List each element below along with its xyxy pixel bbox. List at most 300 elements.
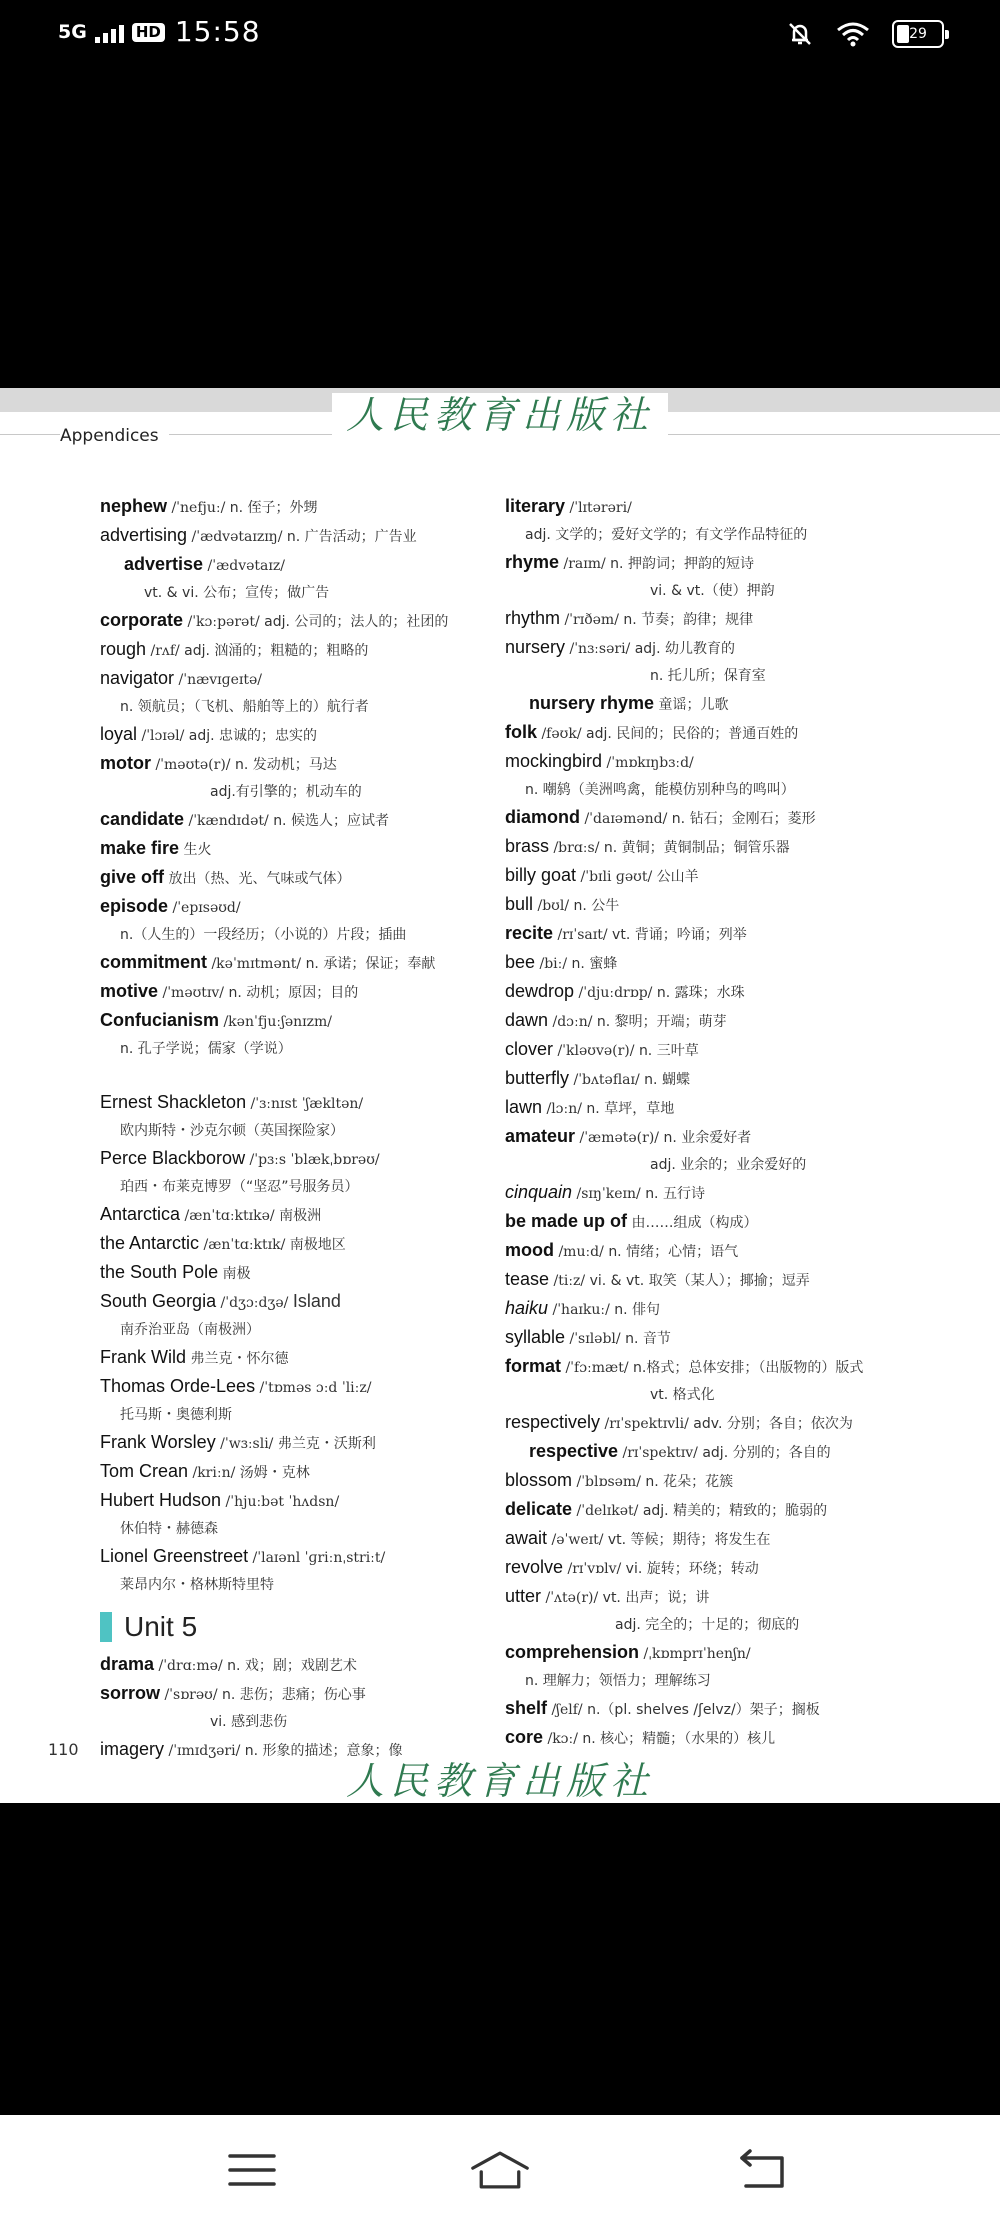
definition: n. 五行诗 <box>645 1186 705 1202</box>
phonetic: /ˈdʒɔːdʒə/ <box>216 1295 293 1311</box>
glossary-entry <box>505 1324 905 1353</box>
glossary-entry-continuation <box>505 777 905 804</box>
definition: n. 广告活动；广告业 <box>286 529 417 545</box>
definition: 珀西・布莱克博罗（“坚忍”号服务员） <box>120 1179 359 1195</box>
definition: adv. 分别；各自；依次为 <box>693 1416 853 1432</box>
glossary-entry <box>505 1179 905 1208</box>
definition: adj.有引擎的；机动车的 <box>210 784 362 800</box>
glossary-entry <box>100 806 490 835</box>
definition: n. 黎明；开端；萌芽 <box>596 1014 727 1030</box>
glossary-entry <box>505 1094 905 1123</box>
headword: nursery <box>505 637 566 657</box>
headword: corporate <box>100 610 184 630</box>
navigation-bar <box>0 2115 1000 2230</box>
glossary-entry <box>505 920 905 949</box>
phonetic: /ˈkændɪdət/ <box>184 813 274 829</box>
glossary-entry <box>100 1145 490 1174</box>
battery-level: 29 <box>909 26 927 42</box>
definition: vi. & vt.（使）押韵 <box>650 583 775 599</box>
phonetic: /kriːn/ <box>188 1465 240 1481</box>
glossary-entry <box>100 949 490 978</box>
status-left <box>58 15 261 48</box>
definition: n. 核心；精髓；（水果的）核儿 <box>582 1731 776 1747</box>
phonetic: /ˈbɪli ɡəʊt/ <box>576 869 657 885</box>
headword: rhythm <box>505 608 561 628</box>
glossary-entry <box>505 978 905 1007</box>
phonetic: /ˈməʊtə(r)/ <box>151 757 235 773</box>
glossary-entry <box>100 522 490 551</box>
glossary-entry <box>100 551 490 580</box>
definition: 南极洲 <box>279 1208 322 1224</box>
unit-heading <box>100 1611 490 1643</box>
definition: vt. 格式化 <box>650 1387 715 1403</box>
headword: Thomas Orde-Lees <box>100 1376 256 1396</box>
glossary-entry <box>505 549 905 578</box>
mute-bell-icon <box>786 20 814 48</box>
phonetic: /rɪˈspektɪvli/ <box>600 1416 694 1432</box>
headword: amateur <box>505 1126 576 1146</box>
definition: n. 侄子；外甥 <box>229 500 318 516</box>
headword: South Georgia <box>100 1291 217 1311</box>
definition: 南乔治亚岛（南极洲） <box>120 1322 260 1338</box>
headword: rhyme <box>505 552 560 572</box>
definition: adj. 公司的；法人的；社团的 <box>264 614 449 630</box>
right-column <box>505 493 905 1753</box>
headword: dewdrop <box>505 981 575 1001</box>
headword: episode <box>100 896 169 916</box>
glossary-entry <box>100 636 490 665</box>
hd-icon: HD <box>132 23 165 42</box>
phonetic: /rɪˈvɒlv/ <box>563 1561 626 1577</box>
headword: diamond <box>505 807 580 827</box>
glossary-entry <box>100 1344 490 1373</box>
glossary-entry <box>100 864 490 893</box>
definition: n. 嘲鸫（美洲鸣禽，能模仿别种鸟的鸣叫） <box>525 782 795 798</box>
glossary-entry <box>505 862 905 891</box>
glossary-entry-continuation <box>100 1516 490 1543</box>
definition: adj. 文学的；爱好文学的；有文学作品特征的 <box>525 527 808 543</box>
glossary-entry <box>100 978 490 1007</box>
headword: rough <box>100 639 147 659</box>
definition: n. 节奏；韵律；规律 <box>623 612 754 628</box>
headword: Tom Crean <box>100 1461 189 1481</box>
glossary-entry-continuation <box>505 522 905 549</box>
battery-icon <box>892 20 944 48</box>
section-title: Appendices <box>60 426 169 446</box>
phonetic: /ˈnefjuː/ <box>167 500 230 516</box>
glossary-entry-continuation <box>100 1709 490 1736</box>
glossary-entry <box>505 1266 905 1295</box>
page-number: 110 <box>48 1740 79 1759</box>
glossary-entry <box>505 804 905 833</box>
definition: vi. 感到悲伤 <box>210 1714 288 1730</box>
glossary-entry-continuation <box>100 694 490 721</box>
glossary-entry <box>100 835 490 864</box>
headword: Frank Wild <box>100 1347 187 1367</box>
headword: comprehension <box>505 1642 640 1662</box>
phonetic: /bʊl/ <box>533 898 574 914</box>
definition: vi. 旋转；环绕；转动 <box>625 1561 759 1577</box>
glossary-entry <box>100 1487 490 1516</box>
headword: Hubert Hudson <box>100 1490 222 1510</box>
phonetic: /kənˈfjuːʃənɪzm/ <box>219 1014 333 1030</box>
headword: motor <box>100 753 151 773</box>
headword: imagery <box>100 1739 165 1759</box>
glossary-entry-continuation <box>505 1668 905 1695</box>
glossary-entry-continuation <box>100 922 490 949</box>
headword: core <box>505 1727 544 1747</box>
glossary-entry-continuation <box>100 1174 490 1201</box>
headword: delicate <box>505 1499 573 1519</box>
unit-heading-bar <box>100 1612 112 1642</box>
glossary-entry <box>505 1123 905 1152</box>
headword: loyal <box>100 724 138 744</box>
glossary-entry-continuation <box>100 779 490 806</box>
definition: vt. & vi. 公布；宣传；做广告 <box>144 585 330 601</box>
definition: n. 露珠；水珠 <box>656 985 745 1001</box>
phonetic: /ˈmɒkɪŋbɜːd/ <box>602 755 694 771</box>
back-button[interactable] <box>733 2145 793 2195</box>
headword: butterfly <box>505 1068 570 1088</box>
definition: 休伯特・赫德森 <box>120 1521 218 1537</box>
glossary-entry <box>100 1373 490 1402</box>
headword: blossom <box>505 1470 573 1490</box>
publisher-logo-bottom: 人民教育出版社 <box>345 1759 654 1803</box>
phonetic: /kəˈmɪtmənt/ <box>207 956 306 972</box>
headword: respectively <box>505 1412 601 1432</box>
glossary-entry <box>100 1007 490 1036</box>
glossary-entry <box>505 690 905 719</box>
glossary-entry-continuation <box>100 1317 490 1344</box>
definition: vt. 出声；说；讲 <box>602 1590 710 1606</box>
phonetic: /ˈæmətə(r)/ <box>575 1130 664 1146</box>
publisher-logo-top: 人民教育出版社 <box>0 388 1000 439</box>
definition: n. 领航员；（飞机、船舶等上的）航行者 <box>120 699 369 715</box>
definition: n. 黄铜；黄铜制品；铜管乐器 <box>603 840 790 856</box>
back-icon <box>738 2148 788 2192</box>
phonetic: /ˈlɔɪəl/ <box>137 728 189 744</box>
phonetic: /brɑːs/ <box>549 840 604 856</box>
phonetic: /ˈɪmɪdʒəri/ <box>164 1743 245 1759</box>
definition: n. 发动机；马达 <box>234 757 337 773</box>
glossary-entry <box>505 719 905 748</box>
definition: vt. 等候；期待；将发生在 <box>607 1532 771 1548</box>
definition: n.格式；总体安排；（出版物的）版式 <box>633 1360 864 1376</box>
glossary-entry <box>505 748 905 777</box>
headword: cinquain <box>505 1182 573 1202</box>
headword: literary <box>505 496 566 516</box>
definition: 童谣；儿歌 <box>658 697 729 713</box>
glossary-entry <box>505 949 905 978</box>
phonetic: /dɔːn/ <box>548 1014 597 1030</box>
headword: revolve <box>505 1557 564 1577</box>
glossary-entry <box>505 1036 905 1065</box>
glossary-entry-continuation <box>100 1402 490 1429</box>
left-column <box>100 493 490 1765</box>
menu-button[interactable] <box>222 2145 282 2195</box>
glossary-entry <box>505 634 905 663</box>
glossary-entry-continuation <box>505 578 905 605</box>
glossary-entry-continuation <box>505 1152 905 1179</box>
phonetic: /ˈdrɑːmə/ <box>154 1658 228 1674</box>
phonetic: /ˈnævɪɡeɪtə/ <box>174 672 262 688</box>
headword: clover <box>505 1039 554 1059</box>
clock: 15:58 <box>174 15 261 48</box>
phonetic: /ˈdjuːdrɒp/ <box>574 985 657 1001</box>
headword: Frank Worsley <box>100 1432 216 1452</box>
headword: recite <box>505 923 554 943</box>
definition: n. 悲伤；悲痛；伤心事 <box>222 1687 366 1703</box>
definition: n. 情绪；心情；语气 <box>608 1244 739 1260</box>
headword: the South Pole <box>100 1262 219 1282</box>
glossary-entry <box>505 891 905 920</box>
glossary-entry <box>100 493 490 522</box>
battery-fill <box>897 25 909 43</box>
phonetic: /ˈtɒməs ɔːd ˈliːz/ <box>255 1380 372 1396</box>
headword: await <box>505 1528 548 1548</box>
glossary-entry <box>100 893 490 922</box>
definition: n. 三叶草 <box>638 1043 699 1059</box>
glossary-entry <box>100 665 490 694</box>
headword: drama <box>100 1654 155 1674</box>
phonetic: /muːd/ <box>554 1244 609 1260</box>
glossary-entry-continuation <box>505 1612 905 1639</box>
phonetic: /ˈlaɪənl ˈɡriːnˌstriːt/ <box>248 1550 386 1566</box>
definition: n. 俳句 <box>614 1302 661 1318</box>
phonetic: /ˈnɜːsəri/ <box>565 641 635 657</box>
phonetic: /ʃelf/ <box>547 1702 588 1718</box>
headword: motive <box>100 981 159 1001</box>
glossary-entry-continuation <box>100 580 490 607</box>
headword: advertising <box>100 525 188 545</box>
headword: shelf <box>505 1698 548 1718</box>
definition: 弗兰克・沃斯利 <box>277 1436 376 1452</box>
headword: Ernest Shackleton <box>100 1092 247 1112</box>
home-icon <box>470 2148 530 2192</box>
phonetic: /sɪŋˈkeɪn/ <box>572 1186 646 1202</box>
phonetic: /ˈdelɪkət/ <box>572 1503 643 1519</box>
phonetic: /ˈkləʊvə(r)/ <box>553 1043 639 1059</box>
phonetic: /ˈfɔːmæt/ <box>561 1360 633 1376</box>
glossary-entry <box>100 1651 490 1680</box>
headword: tease <box>505 1269 550 1289</box>
phonetic: /rɪˈspektɪv/ <box>618 1445 703 1461</box>
headword: respective <box>529 1441 619 1461</box>
status-right <box>786 20 944 48</box>
headword: folk <box>505 722 538 742</box>
glossary-entry <box>505 1554 905 1583</box>
definition: n. 业余爱好者 <box>663 1130 752 1146</box>
headword: give off <box>100 867 165 887</box>
phonetic: /ˈkɔːpərət/ <box>183 614 265 630</box>
glossary-entry-continuation <box>505 663 905 690</box>
phonetic: /ˈblɒsəm/ <box>572 1474 646 1490</box>
phonetic: /kɔː/ <box>543 1731 583 1747</box>
glossary-entry <box>505 1438 905 1467</box>
phonetic: /ˈhaɪkuː/ <box>548 1302 615 1318</box>
headword: bee <box>505 952 536 972</box>
definition: n. 孔子学说；儒家（学说） <box>120 1041 292 1057</box>
headword: nephew <box>100 496 168 516</box>
headword: dawn <box>505 1010 549 1030</box>
headword: the Antarctic <box>100 1233 200 1253</box>
definition: 南极 <box>222 1266 251 1282</box>
glossary-entry-continuation <box>100 1036 490 1063</box>
phonetic: /əˈweɪt/ <box>547 1532 608 1548</box>
definition: 生火 <box>183 842 212 858</box>
headword: utter <box>505 1586 542 1606</box>
definition: adj. 分别的；各自的 <box>702 1445 831 1461</box>
definition: adj. 业余的；业余爱好的 <box>650 1157 807 1173</box>
headword: Lionel Greenstreet <box>100 1546 249 1566</box>
definition: n. 动机；原因；目的 <box>228 985 359 1001</box>
phonetic: /ˈwɜːsli/ <box>215 1436 278 1452</box>
headword: brass <box>505 836 550 856</box>
definition: n. 蝴蝶 <box>644 1072 690 1088</box>
glossary-entry <box>100 750 490 779</box>
glossary-entry <box>100 1089 490 1118</box>
headword: advertise <box>124 554 204 574</box>
headword: nursery rhyme <box>529 693 655 713</box>
definition: n. 押韵词；押韵的短诗 <box>610 556 754 572</box>
definition: adj. 民间的；民俗的；普通百姓的 <box>585 726 799 742</box>
phonetic: /tiːz/ <box>549 1273 590 1289</box>
headword: syllable <box>505 1327 566 1347</box>
definition: n. 托儿所；保育室 <box>650 668 766 684</box>
phonetic: /lɔːn/ <box>542 1101 587 1117</box>
phonetic: /ˈdaɪəmənd/ <box>580 811 672 827</box>
glossary-entry <box>505 1467 905 1496</box>
glossary-entry <box>100 1288 490 1317</box>
headword: lawn <box>505 1097 543 1117</box>
phonetic: /ˈbʌtəflaɪ/ <box>569 1072 645 1088</box>
glossary-entry <box>505 1295 905 1324</box>
phonetic: /ˈhjuːbət ˈhʌdsn/ <box>221 1494 340 1510</box>
definition: n. 理解力；领悟力；理解练习 <box>525 1673 711 1689</box>
glossary-entry <box>100 607 490 636</box>
glossary-entry-continuation <box>100 1572 490 1599</box>
phonetic: /ˈsɪləbl/ <box>565 1331 626 1347</box>
definition: n.（人生的）一段经历；（小说的）片段；插曲 <box>120 927 407 943</box>
definition: vi. & vt. 取笑（某人）；揶揄；逗弄 <box>589 1273 810 1289</box>
headword: mood <box>505 1240 554 1260</box>
definition: n. 钻石；金刚石；菱形 <box>671 811 816 827</box>
definition: 南极地区 <box>289 1237 346 1253</box>
glossary-entry <box>100 1201 490 1230</box>
glossary-entry <box>505 1065 905 1094</box>
headword: candidate <box>100 809 185 829</box>
right-entry-list <box>505 493 905 1753</box>
unit-title: Unit 5 <box>124 1611 198 1642</box>
glossary-entry <box>505 1409 905 1438</box>
headword: be made up of <box>505 1211 628 1231</box>
glossary-entry <box>505 605 905 634</box>
phonetic: /ˈrɪðəm/ <box>560 612 624 628</box>
definition: adj. 汹涌的；粗糙的；粗略的 <box>184 643 369 659</box>
headword: navigator <box>100 668 175 688</box>
left-entry-list <box>100 493 490 1599</box>
definition: 汤姆・克林 <box>239 1465 310 1481</box>
phonetic: /ˈpɜːs ˈblækˌbɒrəʊ/ <box>245 1152 380 1168</box>
glossary-entry <box>505 1525 905 1554</box>
definition: n. 蜜蜂 <box>571 956 618 972</box>
definition: 欧内斯特・沙克尔顿（英国探险家） <box>120 1123 344 1139</box>
glossary-entry <box>505 833 905 862</box>
definition: vt. 背诵；吟诵；列举 <box>612 927 747 943</box>
phonetic: /ˈʌtə(r)/ <box>541 1590 603 1606</box>
definition: n. 形象的描述；意象；像 <box>244 1743 403 1759</box>
phonetic: /ænˈtɑːktɪkə/ <box>180 1208 280 1224</box>
phonetic: /rɪˈsaɪt/ <box>553 927 613 943</box>
definition: 由……组成（构成） <box>631 1215 758 1231</box>
phonetic: /ˈædvətaɪz/ <box>203 558 285 574</box>
glossary-entry-continuation <box>505 1382 905 1409</box>
glossary-entry <box>100 1458 490 1487</box>
definition: n. 草坪，草地 <box>586 1101 675 1117</box>
headword: Perce Blackborow <box>100 1148 246 1168</box>
phonetic: /ˈlɪtərəri/ <box>565 500 632 516</box>
headword: mockingbird <box>505 751 603 771</box>
definition: 放出（热、光、气味或气体） <box>168 871 351 887</box>
glossary-entry <box>100 1230 490 1259</box>
document-page[interactable] <box>0 388 1000 1803</box>
phonetic: /rʌf/ <box>146 643 185 659</box>
wifi-icon <box>836 20 870 48</box>
definition: n. 戏；剧；戏剧艺术 <box>227 1658 357 1674</box>
phonetic: /ˈməʊtɪv/ <box>158 985 229 1001</box>
glossary-entry <box>100 1543 490 1572</box>
glossary-entry <box>100 1259 490 1288</box>
phonetic: /ˈædvətaɪzɪŋ/ <box>187 529 287 545</box>
glossary-entry <box>505 1237 905 1266</box>
phonetic: /fəʊk/ <box>537 726 586 742</box>
definition: n. 音节 <box>625 1331 671 1347</box>
phonetic: /ˈɜːnɪst ˈʃækltən/ <box>246 1096 364 1112</box>
phonetic: /raɪm/ <box>559 556 611 572</box>
headword: Confucianism <box>100 1010 220 1030</box>
glossary-entry <box>505 1496 905 1525</box>
headword: billy goat <box>505 865 577 885</box>
glossary-entry <box>505 1353 905 1382</box>
definition: adj. 完全的；十足的；彻底的 <box>615 1617 800 1633</box>
glossary-entry <box>505 1695 905 1724</box>
definition: n.（pl. shelves /ʃelvz/）架子；搁板 <box>587 1702 820 1718</box>
glossary-entry <box>100 1680 490 1709</box>
home-button[interactable] <box>470 2145 530 2195</box>
glossary-entry <box>505 1007 905 1036</box>
phonetic: /ænˈtɑːktɪk/ <box>199 1237 290 1253</box>
headword: commitment <box>100 952 208 972</box>
definition: adj. 精美的；精致的；脆弱的 <box>642 1503 828 1519</box>
left-entry-list-unit <box>100 1651 490 1765</box>
glossary-entry <box>505 1724 905 1753</box>
headword: make fire <box>100 838 180 858</box>
phonetic: /ˈsɒrəʊ/ <box>160 1687 223 1703</box>
glossary-entry-continuation <box>100 1118 490 1145</box>
glossary-entry <box>100 1429 490 1458</box>
definition: n. 花朵；花簇 <box>645 1474 734 1490</box>
definition: adj. 忠诚的；忠实的 <box>188 728 318 744</box>
definition: n. 公牛 <box>573 898 620 914</box>
definition: n. 候选人；应试者 <box>273 813 389 829</box>
headword: sorrow <box>100 1683 161 1703</box>
phonetic: /ˈepɪsəʊd/ <box>168 900 241 916</box>
definition: n. 承诺；保证；奉献 <box>305 956 436 972</box>
phonetic: /biː/ <box>535 956 572 972</box>
definition: 弗兰克・怀尔德 <box>190 1351 289 1367</box>
definition: Island <box>292 1291 341 1311</box>
network-type: 5G <box>58 20 87 43</box>
